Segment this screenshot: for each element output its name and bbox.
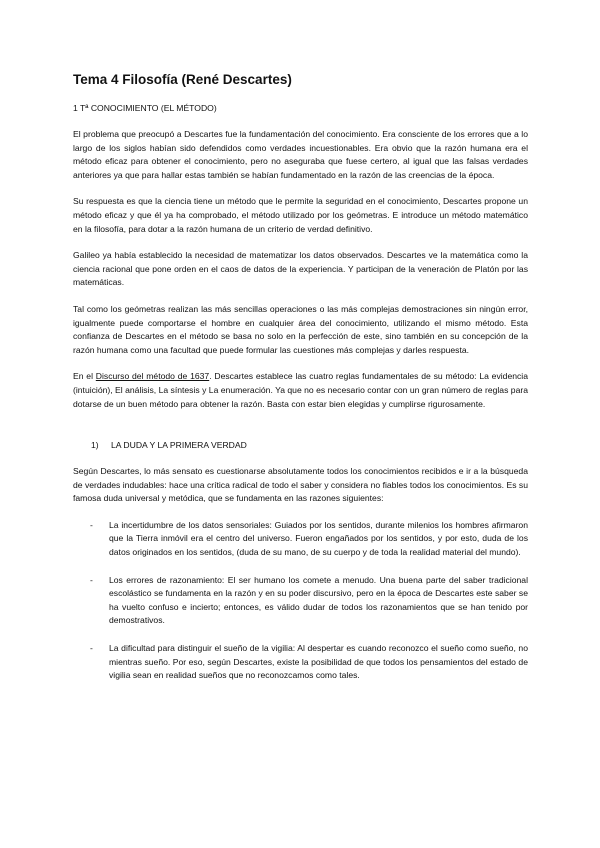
- paragraph: El problema que preocupó a Descartes fue la fundamentación del conocimiento. Era consciente de los errores que a lo largo de los siglos habían sido defendidos como verdades incuestionables. Era obvio que la razón humana era el método eficaz para obtener el conocimiento, pero no aseguraba que fuese certero, al igual que las falsas verdades anteriores ya que para hallar estas también se habían fundamentado en la razón de las creencias de la época.: [73, 129, 528, 180]
- dash-marker: -: [90, 574, 93, 585]
- dash-marker: -: [90, 519, 93, 530]
- paragraph-discurso: [73, 370, 528, 411]
- list-item-text: La incertidumbre de los datos sensoriales: Guiados por los sentidos, durante milenios los hombres afirmaron que la Tierra inmóvil era el centro del universo. Fueron engañados por los sentidos, y por esto, duda de los datos originados en los sentidos, (duda de su mano, de su cuerpo y de toda la realidad material del mundo).: [109, 519, 528, 558]
- list-item: [90, 519, 528, 560]
- list-item-text: La dificultad para distinguir el sueño de la vigilia: Al despertar es cuando reconozco el sueño como sueño, no mientras sueño. Por eso, según Descartes, existe la posibilidad de que todos los pensamientos del estado de vigilia sean en realidad sueños que no reconozcamos como tales.: [109, 643, 528, 681]
- paragraph: Tal como los geómetras realizan las más sencillas operaciones o las más complejas demostraciones sin ningún error, igualmente puede comportarse el hombre en cualquier área del conocimiento, utilizando el mismo método. Esta confianza de Descartes en el método se basa no solo en la perfección de este, sino también en su concepción de la razón humana como una facultad que puede formular las cuestiones más complejas y darles respuesta.: [73, 303, 528, 355]
- paragraph: Galileo ya había establecido la necesidad de matematizar los datos observados. Descartes ve la matemática como la ciencia racional que pone orden en el caos de datos de la experiencia. Y participan de la veneración de Platón por las matemáticas.: [73, 250, 528, 288]
- list-item: [90, 574, 528, 628]
- paragraph: Su respuesta es que la ciencia tiene un método que le permite la seguridad en el conocimiento, Descartes propone un método eficaz y que él ya ha comprobado, el método utilizado por los geómetras. E introduce un método matemático en la filosofía, para dotar a la razón humana de un criterio de verdad definitivo.: [73, 196, 528, 234]
- section-title: LA DUDA Y LA PRIMERA VERDAD: [111, 440, 247, 451]
- section-heading-conocimiento: 1 Tª CONOCIMIENTO (EL MÉTODO): [73, 103, 217, 113]
- list-item-text: Los errores de razonamiento: El ser humano los comete a menudo. Una buena parte del saber tradicional escolástico se fundamenta en la razón y en su poder discursivo, pero en la época de Descartes este saber se ha vuelto confuso e incierto; entonces, es válido dudar de todos los razonamientos que se han tenido por demostrativos.: [109, 574, 528, 626]
- section-heading-duda: [91, 439, 528, 451]
- paragraph-prefix: En el: [73, 371, 96, 382]
- discurso-link[interactable]: Discurso del método de 1637: [95, 371, 210, 382]
- section-number: 1): [91, 440, 99, 451]
- section-intro: Según Descartes, lo más sensato es cuestionarse absolutamente todos los conocimientos recibidos e ir a la búsqueda de verdades indudables: hace una crítica radical de todo el saber y considera no fiables todos los conocimientos. Es su famosa duda universal y metódica, que se fundamenta en las razones siguientes:: [73, 466, 528, 504]
- reasons-list: [73, 519, 528, 683]
- dash-marker: -: [90, 643, 93, 654]
- document-content: [73, 72, 528, 697]
- list-item: [90, 642, 528, 683]
- paragraph-suffix: . Descartes establece las cuatro reglas fundamentales de su método: La evidencia (intuición), El análisis, La síntesis y La enumeración. Ya que no es necesario contar con un gran número de reglas para dotarse de un buen método para obtener la razón. Basta con estar bien elegidas y cumplirse rigurosamente.: [73, 371, 528, 409]
- document-title: Tema 4 Filosofía (René Descartes): [73, 72, 292, 87]
